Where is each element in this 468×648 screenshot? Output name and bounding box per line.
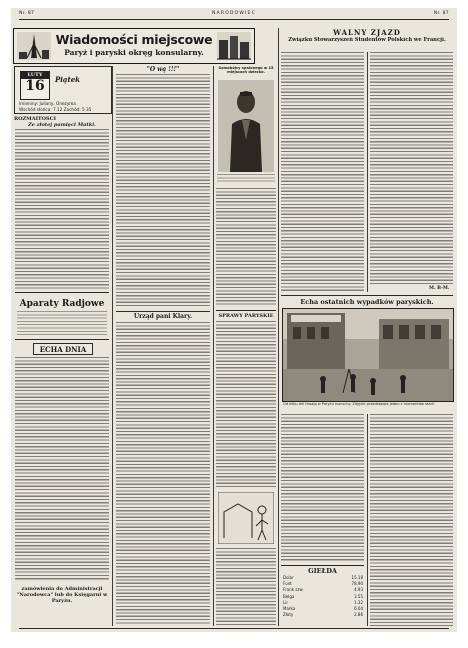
- rule: [281, 565, 364, 566]
- exchange-value: 4.93: [354, 587, 363, 593]
- sprawy-heading: SPRAWY PARYSKIE: [218, 313, 274, 319]
- local-news-masthead: [13, 28, 255, 64]
- local-news-subtitle: Paryż i paryski okręg konsularny.: [64, 48, 204, 57]
- portrait-caption: [217, 174, 275, 184]
- wypadki-heading: Echa ostatnich wypadków paryskich.: [300, 298, 434, 306]
- column-2-text: [116, 74, 210, 308]
- zjazd-heading: WALNY ZJAZD: [333, 28, 401, 37]
- cartoon-illustration: [218, 492, 274, 544]
- calendar-month: LUTY: [21, 72, 49, 79]
- photo-top-caption: Samobójcy spalonego w 15 miejscach dziecko.: [218, 66, 274, 75]
- wypadki-column-a: [281, 414, 364, 562]
- calendar-page: [20, 71, 50, 100]
- echa-dnia-box: [33, 343, 93, 355]
- zjazd-signature: M. B-M.: [429, 286, 450, 291]
- column-1-text: [15, 129, 109, 289]
- echa-dnia-text: [15, 357, 109, 581]
- column-rule: [213, 66, 214, 626]
- portrait-photo: [218, 80, 274, 172]
- exchange-value: 2.86: [354, 612, 363, 618]
- essay-heading: "O wą !!!": [146, 66, 180, 73]
- zjazd-subheading: Związku Stowarzyszeń Studentów Polskich we Francji.: [288, 37, 446, 43]
- exchange-name: Lir: [283, 599, 288, 605]
- rule: [15, 292, 109, 293]
- cartoon-drawing: [218, 492, 274, 544]
- exchange-value: 78.90: [351, 581, 363, 587]
- street-scene: [283, 309, 453, 401]
- running-head-left: Nr. 87: [19, 11, 35, 16]
- rule: [15, 339, 109, 340]
- calendar-names: Imieniny: Juliany, Onezyma: [19, 101, 76, 106]
- column-rule: [112, 66, 113, 626]
- column-rule: [278, 28, 279, 626]
- calendar-weekday: Piątek: [55, 75, 80, 84]
- exchange-heading: GIEŁDA: [308, 567, 337, 575]
- street-photo-caption: Od kilku dni trwają w Paryżu rozruchy. Zdjęcie przedstawia jeden z momentów starć.: [283, 402, 436, 406]
- column-rule: [367, 52, 368, 292]
- street-scene-photo: [282, 308, 454, 402]
- calendar-box: [14, 66, 112, 114]
- notes-heading: Ze złotej pamięci Matki.: [28, 122, 96, 128]
- exchange-name: Złoty: [283, 612, 294, 618]
- wypadki-column-b: [370, 414, 453, 626]
- calendar-sun-times: Wschód słońca: 7.12 Zachód: 5.35: [19, 107, 92, 112]
- exchange-name: Belga: [283, 593, 295, 599]
- top-rule: [19, 19, 449, 20]
- exchange-value: 3.55: [354, 593, 363, 599]
- eiffel-tower-illustration: [17, 32, 51, 60]
- calendar-day: 16: [25, 78, 45, 94]
- radio-ad-title: Aparaty Radjowe: [19, 299, 105, 309]
- bottom-notice: zamówienia do Administracji "Narodowca" lub do Księgarni w Paryżu.: [16, 586, 108, 604]
- exchange-name: Dolar: [283, 575, 294, 580]
- running-head-center: NARODOWIEC: [212, 11, 256, 16]
- exchange-name: Funt: [283, 581, 292, 587]
- exchange-name: Frank szw.: [283, 587, 304, 593]
- exchange-value: 15.18: [351, 575, 363, 580]
- exchange-table: [283, 575, 363, 618]
- column-rule: [367, 414, 368, 626]
- echa-dnia-heading: ECHA DNIA: [39, 345, 87, 354]
- column-3-text: [216, 188, 276, 306]
- portrait-figure: [218, 80, 274, 172]
- exchange-value: 6.04: [354, 606, 363, 612]
- column-3-bottom-text: [216, 548, 276, 625]
- local-news-title: Wiadomości miejscowe: [55, 32, 213, 47]
- urzad-heading: Urząd pani Klary.: [133, 313, 193, 320]
- rule: [281, 295, 453, 296]
- paris-street-illustration: [217, 32, 251, 60]
- bottom-rule: [19, 628, 449, 629]
- urzad-text: [116, 322, 210, 625]
- radio-ad-text: [17, 311, 107, 335]
- miscellany-heading: ROZMAITOŚCI: [14, 116, 56, 122]
- exchange-name: Marka: [283, 606, 296, 612]
- running-head: [19, 11, 449, 19]
- running-head-right: Nr. 87: [433, 11, 449, 16]
- newspaper-page: [11, 8, 457, 632]
- exchange-value: 1.32: [354, 599, 363, 605]
- sprawy-text: [216, 321, 276, 489]
- zjazd-column-b: [370, 52, 453, 284]
- exchange-row: [283, 612, 363, 618]
- rule: [116, 311, 210, 312]
- rule: [216, 310, 276, 311]
- zjazd-column-a: [281, 52, 364, 292]
